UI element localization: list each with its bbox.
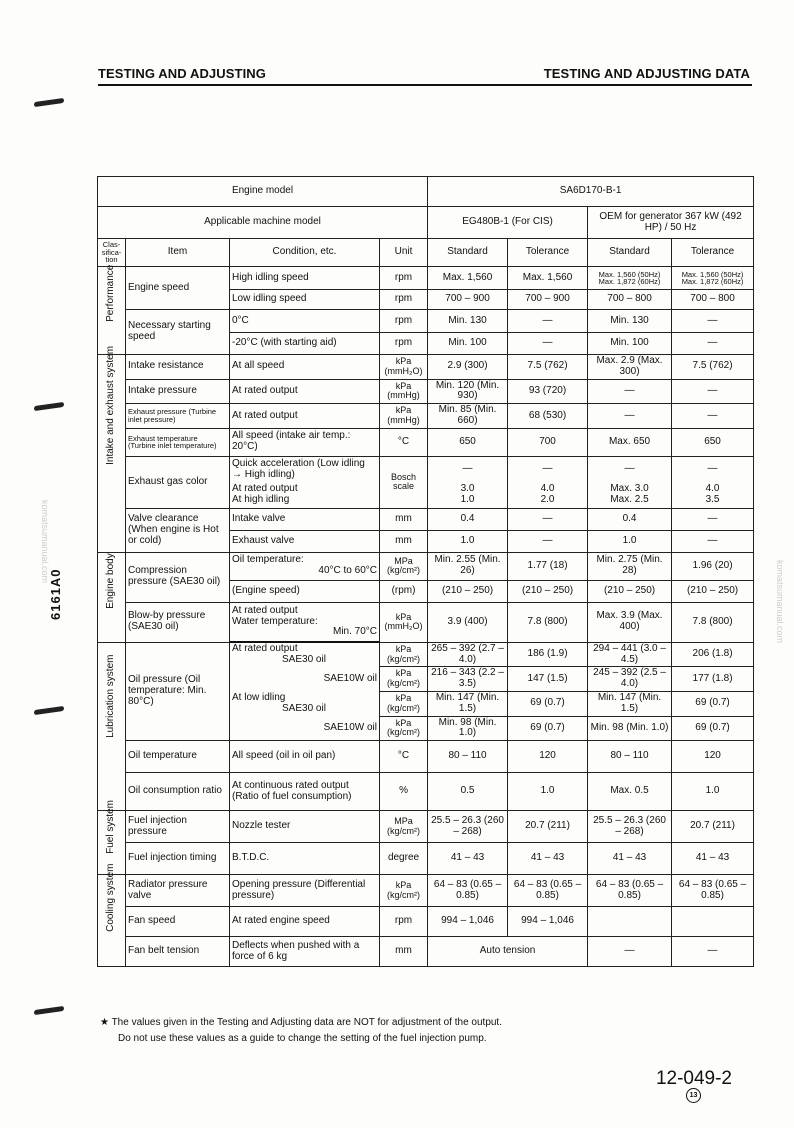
oem-std-value: 25.5 – 26.3 (260 – 268) bbox=[588, 811, 672, 843]
oem-std-value: 64 – 83 (0.65 – 0.85) bbox=[588, 875, 672, 907]
item-oil-temperature: Oil temperature bbox=[126, 741, 230, 773]
std-value: 3.9 (400) bbox=[428, 602, 508, 642]
std-value: 994 – 1,046 bbox=[428, 907, 508, 937]
tol-value: 41 – 43 bbox=[508, 843, 588, 875]
watermark: komatsumanual.com bbox=[775, 560, 785, 644]
item-starting-speed: Necessary starting speed bbox=[126, 310, 230, 355]
std-value: 41 – 43 bbox=[428, 843, 508, 875]
oem-std-value: 80 – 110 bbox=[588, 741, 672, 773]
cond: Oil temperature: 40°C to 60°C bbox=[230, 552, 380, 580]
oem-tol-value: 177 (1.8) bbox=[672, 667, 754, 692]
item-exhaust-temperature: Exhaust temperature (Turbine inlet temperature) bbox=[126, 428, 230, 456]
col-unit: Unit bbox=[380, 239, 428, 267]
oem-std-value: 700 – 800 bbox=[588, 290, 672, 310]
tol-value: Max. 1,560 bbox=[508, 267, 588, 290]
header-left: TESTING AND ADJUSTING bbox=[98, 66, 266, 81]
oem-tol-value: 120 bbox=[672, 741, 754, 773]
col-standard-1: Standard bbox=[428, 239, 508, 267]
oem-std-value: — bbox=[588, 937, 672, 967]
unit: (rpm) bbox=[380, 580, 428, 602]
tol-value: 1.77 (18) bbox=[508, 552, 588, 580]
oem-std-value: 41 – 43 bbox=[588, 843, 672, 875]
tol-value: 7.5 (762) bbox=[508, 355, 588, 380]
oem-tol-value: — bbox=[672, 456, 754, 482]
unit: % bbox=[380, 773, 428, 811]
oem-tol-value: 64 – 83 (0.65 – 0.85) bbox=[672, 875, 754, 907]
item-engine-speed: Engine speed bbox=[126, 267, 230, 310]
unit: rpm bbox=[380, 290, 428, 310]
cond: Low idling speed bbox=[230, 290, 380, 310]
item-exhaust-pressure: Exhaust pressure (Turbine inlet pressure) bbox=[126, 404, 230, 429]
tol-value: — bbox=[508, 333, 588, 355]
oem-std-value: Max. 3.9 (Max. 400) bbox=[588, 602, 672, 642]
oem-tol-value: 7.8 (800) bbox=[672, 602, 754, 642]
cond: At rated output Water temperature: Min. 70°C bbox=[230, 602, 380, 642]
std-value: 2.9 (300) bbox=[428, 355, 508, 380]
oem-tol-value: Max. 1,560 (50Hz) Max. 1,872 (60Hz) bbox=[672, 267, 754, 290]
item-compression-pressure: Compression pressure (SAE30 oil) bbox=[126, 552, 230, 602]
std-value: Min. 120 (Min. 930) bbox=[428, 379, 508, 404]
cond: At rated engine speed bbox=[230, 907, 380, 937]
oem-tol-value: 69 (0.7) bbox=[672, 691, 754, 716]
watermark: komatsumanual.com bbox=[40, 500, 50, 584]
binder-mark bbox=[34, 706, 64, 715]
tol-value: 4.0 2.0 bbox=[508, 482, 588, 508]
engine-model-value: SA6D170-B-1 bbox=[428, 177, 754, 207]
side-code: 6161A0 bbox=[48, 568, 63, 620]
cond: All speed (oil in oil pan) bbox=[230, 741, 380, 773]
col-item: Item bbox=[126, 239, 230, 267]
engine-model-label: Engine model bbox=[98, 177, 428, 207]
oem-std-value: — bbox=[588, 456, 672, 482]
cond: All speed (intake air temp.: 20°C) bbox=[230, 428, 380, 456]
oem-std-value: Max. 1,560 (50Hz) Max. 1,872 (60Hz) bbox=[588, 267, 672, 290]
std-value: 3.0 1.0 bbox=[428, 482, 508, 508]
unit: °C bbox=[380, 428, 428, 456]
cond: Nozzle tester bbox=[230, 811, 380, 843]
oem-tol-value bbox=[672, 907, 754, 937]
oem-std-value: Min. 100 bbox=[588, 333, 672, 355]
unit: kPa (mmH₂O) bbox=[380, 355, 428, 380]
std-value: 64 – 83 (0.65 – 0.85) bbox=[428, 875, 508, 907]
tol-value: — bbox=[508, 530, 588, 552]
testing-data-table bbox=[97, 176, 754, 967]
oem-tol-value: 206 (1.8) bbox=[672, 642, 754, 667]
std-value: 265 – 392 (2.7 – 4.0) bbox=[428, 642, 508, 667]
std-value: Min. 2.55 (Min. 26) bbox=[428, 552, 508, 580]
unit: degree bbox=[380, 843, 428, 875]
item-blowby-pressure: Blow-by pressure (SAE30 oil) bbox=[126, 602, 230, 642]
header-rule bbox=[98, 84, 752, 86]
std-value: 650 bbox=[428, 428, 508, 456]
col-tolerance-2: Tolerance bbox=[672, 239, 754, 267]
oem-std-value: Min. 98 (Min. 1.0) bbox=[588, 716, 672, 741]
machine-model-1: EG480B-1 (For CIS) bbox=[428, 207, 588, 239]
class-lubrication: Lubrication system bbox=[98, 642, 126, 810]
oem-std-value: 1.0 bbox=[588, 530, 672, 552]
col-standard-2: Standard bbox=[588, 239, 672, 267]
class-cooling-system: Cooling system bbox=[98, 875, 126, 967]
tol-value: 1.0 bbox=[508, 773, 588, 811]
unit: kPa (kg/cm²) bbox=[380, 716, 428, 741]
oem-std-value: Max. 650 bbox=[588, 428, 672, 456]
oem-std-value: — bbox=[588, 404, 672, 429]
cond: SAE10W oil bbox=[230, 716, 380, 741]
item-oil-pressure: Oil pressure (Oil temperature: Min. 80°C) bbox=[126, 642, 230, 740]
std-value: 1.0 bbox=[428, 530, 508, 552]
oem-tol-value: — bbox=[672, 333, 754, 355]
class-intake-exhaust: Intake and exhaust system bbox=[98, 355, 126, 553]
oem-tol-value: 4.0 3.5 bbox=[672, 482, 754, 508]
std-value: (210 – 250) bbox=[428, 580, 508, 602]
std-value: 0.5 bbox=[428, 773, 508, 811]
cond: Opening pressure (Differential pressure) bbox=[230, 875, 380, 907]
std-value: 0.4 bbox=[428, 508, 508, 530]
cond: Exhaust valve bbox=[230, 530, 380, 552]
std-value: 80 – 110 bbox=[428, 741, 508, 773]
oem-tol-value: — bbox=[672, 937, 754, 967]
item-exhaust-gas-color: Exhaust gas color bbox=[126, 456, 230, 508]
item-radiator-pressure-valve: Radiator pressure valve bbox=[126, 875, 230, 907]
tol-value: 186 (1.9) bbox=[508, 642, 588, 667]
std-value: Min. 98 (Min. 1.0) bbox=[428, 716, 508, 741]
std-value: — bbox=[428, 456, 508, 482]
std-value: Max. 1,560 bbox=[428, 267, 508, 290]
cond: At rated output bbox=[230, 404, 380, 429]
item-valve-clearance: Valve clearance (When engine is Hot or cold) bbox=[126, 508, 230, 552]
binder-mark bbox=[34, 1006, 64, 1015]
oem-tol-value: — bbox=[672, 404, 754, 429]
oem-std-value: 294 – 441 (3.0 – 4.5) bbox=[588, 642, 672, 667]
col-condition: Condition, etc. bbox=[230, 239, 380, 267]
oem-tol-value: (210 – 250) bbox=[672, 580, 754, 602]
item-intake-resistance: Intake resistance bbox=[126, 355, 230, 380]
oem-tol-value: 700 – 800 bbox=[672, 290, 754, 310]
oem-tol-value: — bbox=[672, 530, 754, 552]
cond: At rated output At high idling bbox=[230, 482, 380, 508]
class-fuel-system: Fuel system bbox=[98, 811, 126, 875]
unit: rpm bbox=[380, 333, 428, 355]
unit: mm bbox=[380, 508, 428, 530]
item-fan-speed: Fan speed bbox=[126, 907, 230, 937]
footnote-1: ★ The values given in the Testing and Adjusting data are NOT for adjustment of the output. bbox=[100, 1017, 502, 1028]
oem-tol-value: 1.96 (20) bbox=[672, 552, 754, 580]
unit: MPa (kg/cm²) bbox=[380, 811, 428, 843]
unit: kPa (mmHg) bbox=[380, 404, 428, 429]
oem-tol-value: 650 bbox=[672, 428, 754, 456]
unit: Bosch scale bbox=[380, 456, 428, 508]
cond: (Engine speed) bbox=[230, 580, 380, 602]
unit: °C bbox=[380, 741, 428, 773]
cond: At all speed bbox=[230, 355, 380, 380]
std-value: Auto tension bbox=[428, 937, 588, 967]
cond: -20°C (with starting aid) bbox=[230, 333, 380, 355]
tol-value: 20.7 (211) bbox=[508, 811, 588, 843]
item-oil-consumption: Oil consumption ratio bbox=[126, 773, 230, 811]
oem-tol-value: — bbox=[672, 379, 754, 404]
unit: kPa (kg/cm²) bbox=[380, 875, 428, 907]
unit: kPa (mmHg) bbox=[380, 379, 428, 404]
oem-tol-value: — bbox=[672, 508, 754, 530]
cond: B.T.D.C. bbox=[230, 843, 380, 875]
oem-std-value: 245 – 392 (2.5 – 4.0) bbox=[588, 667, 672, 692]
std-value: Min. 130 bbox=[428, 310, 508, 333]
oem-tol-value: 41 – 43 bbox=[672, 843, 754, 875]
cond: Quick acceleration (Low idling → High idling) bbox=[230, 456, 380, 482]
oem-std-value: Max. 2.9 (Max. 300) bbox=[588, 355, 672, 380]
unit: kPa (kg/cm²) bbox=[380, 642, 428, 667]
oem-std-value: 0.4 bbox=[588, 508, 672, 530]
oem-std-value: Min. 2.75 (Min. 28) bbox=[588, 552, 672, 580]
std-value: Min. 147 (Min. 1.5) bbox=[428, 691, 508, 716]
tol-value: (210 – 250) bbox=[508, 580, 588, 602]
oem-std-value: Max. 0.5 bbox=[588, 773, 672, 811]
item-fuel-injection-pressure: Fuel injection pressure bbox=[126, 811, 230, 843]
unit: mm bbox=[380, 530, 428, 552]
unit: rpm bbox=[380, 310, 428, 333]
class-engine-body: Engine body bbox=[98, 552, 126, 642]
cond: At rated output SAE30 oil bbox=[230, 642, 380, 667]
oem-tol-value: 20.7 (211) bbox=[672, 811, 754, 843]
machine-model-2: OEM for generator 367 kW (492 HP) / 50 Hz bbox=[588, 207, 754, 239]
tol-value: 64 – 83 (0.65 – 0.85) bbox=[508, 875, 588, 907]
std-value: Min. 85 (Min. 660) bbox=[428, 404, 508, 429]
oem-tol-value: — bbox=[672, 310, 754, 333]
tol-value: 93 (720) bbox=[508, 379, 588, 404]
unit: kPa (kg/cm²) bbox=[380, 691, 428, 716]
tol-value: 700 bbox=[508, 428, 588, 456]
tol-value: 69 (0.7) bbox=[508, 716, 588, 741]
tol-value: 7.8 (800) bbox=[508, 602, 588, 642]
unit: kPa (kg/cm²) bbox=[380, 667, 428, 692]
revision-mark: 13 bbox=[686, 1088, 701, 1103]
tol-value: 994 – 1,046 bbox=[508, 907, 588, 937]
tol-value: — bbox=[508, 310, 588, 333]
unit: rpm bbox=[380, 907, 428, 937]
oem-std-value: (210 – 250) bbox=[588, 580, 672, 602]
unit: mm bbox=[380, 937, 428, 967]
oem-std-value: Min. 130 bbox=[588, 310, 672, 333]
oem-tol-value: 1.0 bbox=[672, 773, 754, 811]
tol-value: 147 (1.5) bbox=[508, 667, 588, 692]
cond: At continuous rated output (Ratio of fuel consumption) bbox=[230, 773, 380, 811]
class-performance: Performance bbox=[98, 267, 126, 355]
page-number: 12-049-2 bbox=[655, 1068, 732, 1089]
cond: At rated output bbox=[230, 379, 380, 404]
item-fuel-injection-timing: Fuel injection timing bbox=[126, 843, 230, 875]
tol-value: — bbox=[508, 456, 588, 482]
footnote-2: Do not use these values as a guide to change the setting of the fuel injection pump. bbox=[118, 1033, 487, 1044]
oem-std-value: Max. 3.0 Max. 2.5 bbox=[588, 482, 672, 508]
oem-tol-value: 69 (0.7) bbox=[672, 716, 754, 741]
oem-std-value: — bbox=[588, 379, 672, 404]
col-classification: Clas- sifica- tion bbox=[98, 239, 126, 267]
std-value: 25.5 – 26.3 (260 – 268) bbox=[428, 811, 508, 843]
unit: MPa (kg/cm²) bbox=[380, 552, 428, 580]
header-right: TESTING AND ADJUSTING DATA bbox=[543, 66, 750, 81]
cond: 0°C bbox=[230, 310, 380, 333]
item-fan-belt-tension: Fan belt tension bbox=[126, 937, 230, 967]
std-value: Min. 100 bbox=[428, 333, 508, 355]
cond: Deflects when pushed with a force of 6 kg bbox=[230, 937, 380, 967]
tol-value: 700 – 900 bbox=[508, 290, 588, 310]
tol-value: 120 bbox=[508, 741, 588, 773]
col-tolerance-1: Tolerance bbox=[508, 239, 588, 267]
std-value: 700 – 900 bbox=[428, 290, 508, 310]
cond: SAE10W oil bbox=[230, 667, 380, 692]
unit: kPa (mmH₂O) bbox=[380, 602, 428, 642]
tol-value: 69 (0.7) bbox=[508, 691, 588, 716]
machine-model-label: Applicable machine model bbox=[98, 207, 428, 239]
cond: High idling speed bbox=[230, 267, 380, 290]
cond: At low idling SAE30 oil bbox=[230, 691, 380, 716]
oem-std-value bbox=[588, 907, 672, 937]
binder-mark bbox=[34, 402, 64, 411]
item-intake-pressure: Intake pressure bbox=[126, 379, 230, 404]
tol-value: — bbox=[508, 508, 588, 530]
cond: Intake valve bbox=[230, 508, 380, 530]
unit: rpm bbox=[380, 267, 428, 290]
binder-mark bbox=[34, 98, 64, 107]
std-value: 216 – 343 (2.2 – 3.5) bbox=[428, 667, 508, 692]
tol-value: 68 (530) bbox=[508, 404, 588, 429]
oem-std-value: Min. 147 (Min. 1.5) bbox=[588, 691, 672, 716]
oem-tol-value: 7.5 (762) bbox=[672, 355, 754, 380]
